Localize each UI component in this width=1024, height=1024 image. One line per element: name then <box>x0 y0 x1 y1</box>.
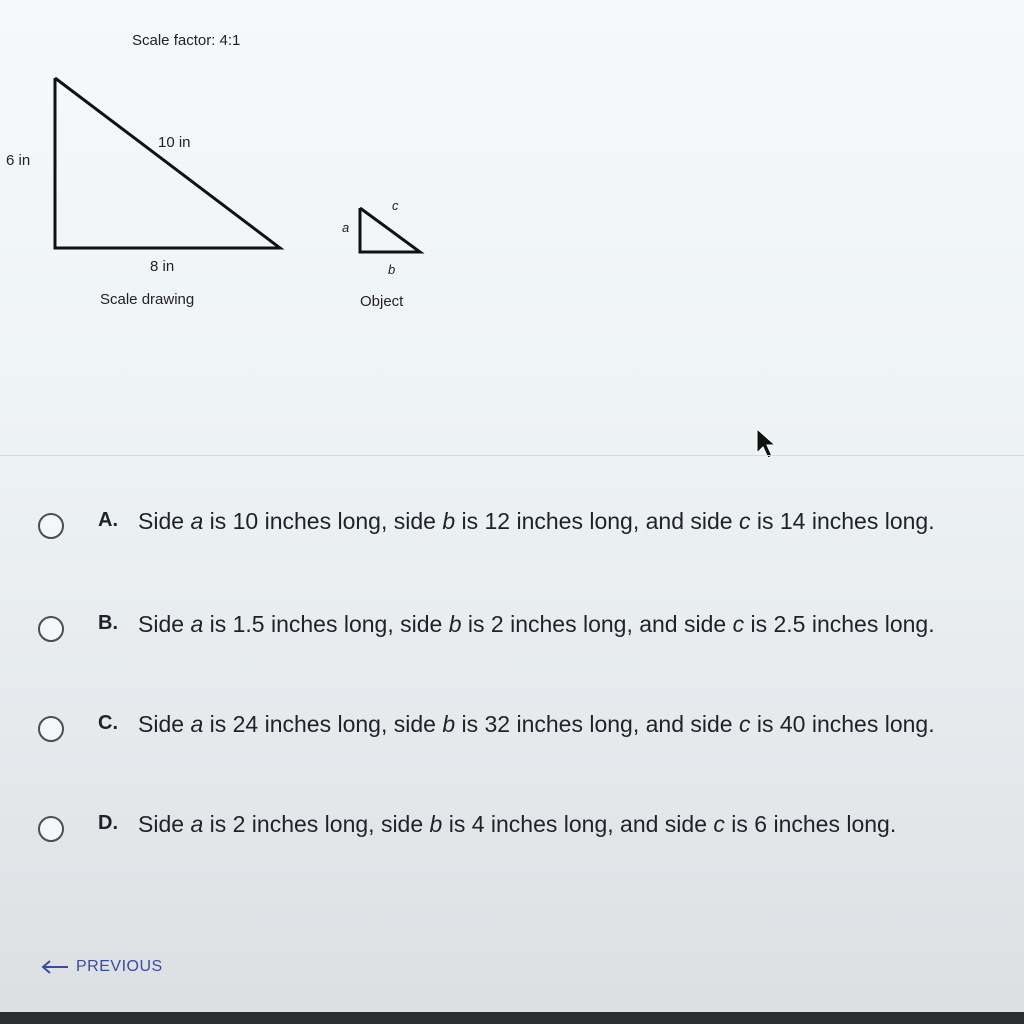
option-c[interactable] <box>38 708 998 788</box>
object-side-a-label: a <box>342 220 350 235</box>
option-text: Side a is 10 inches long, side b is 12 inches long, and side c is 14 inches long. <box>138 508 935 534</box>
object-side-c-label: c <box>392 198 399 213</box>
option-text: Side a is 24 inches long, side b is 32 inches long, and side c is 40 inches long. <box>138 711 935 737</box>
scale-factor-label: Scale factor: 4:1 <box>132 32 241 49</box>
side-hypotenuse-label: 10 in <box>158 134 191 151</box>
previous-button[interactable] <box>40 958 163 976</box>
previous-label: PREVIOUS <box>76 958 163 975</box>
divider <box>0 455 1024 456</box>
screen-bezel <box>0 1012 1024 1024</box>
scale-drawing-triangle <box>55 78 280 248</box>
option-letter: C. <box>98 712 118 734</box>
scale-drawing-caption: Scale drawing <box>100 291 195 308</box>
option-b[interactable] <box>38 608 998 688</box>
option-letter: B. <box>98 612 118 634</box>
side-vertical-label: 6 in <box>6 152 31 169</box>
radio-button[interactable] <box>38 513 64 539</box>
arrow-left-icon <box>40 959 70 975</box>
radio-button[interactable] <box>38 816 64 842</box>
option-letter: D. <box>98 812 118 834</box>
option-text: Side a is 2 inches long, side b is 4 inches long, and side c is 6 inches long. <box>138 811 897 837</box>
option-letter: A. <box>98 509 118 531</box>
figure <box>0 0 1024 460</box>
radio-button[interactable] <box>38 716 64 742</box>
option-text: Side a is 1.5 inches long, side b is 2 inches long, and side c is 2.5 inches long. <box>138 611 935 637</box>
object-caption: Object <box>360 293 404 310</box>
radio-button[interactable] <box>38 616 64 642</box>
object-triangle <box>360 208 420 252</box>
option-d[interactable] <box>38 808 998 888</box>
option-a[interactable] <box>38 505 998 585</box>
side-base-label: 8 in <box>150 258 175 275</box>
object-side-b-label: b <box>388 262 396 277</box>
